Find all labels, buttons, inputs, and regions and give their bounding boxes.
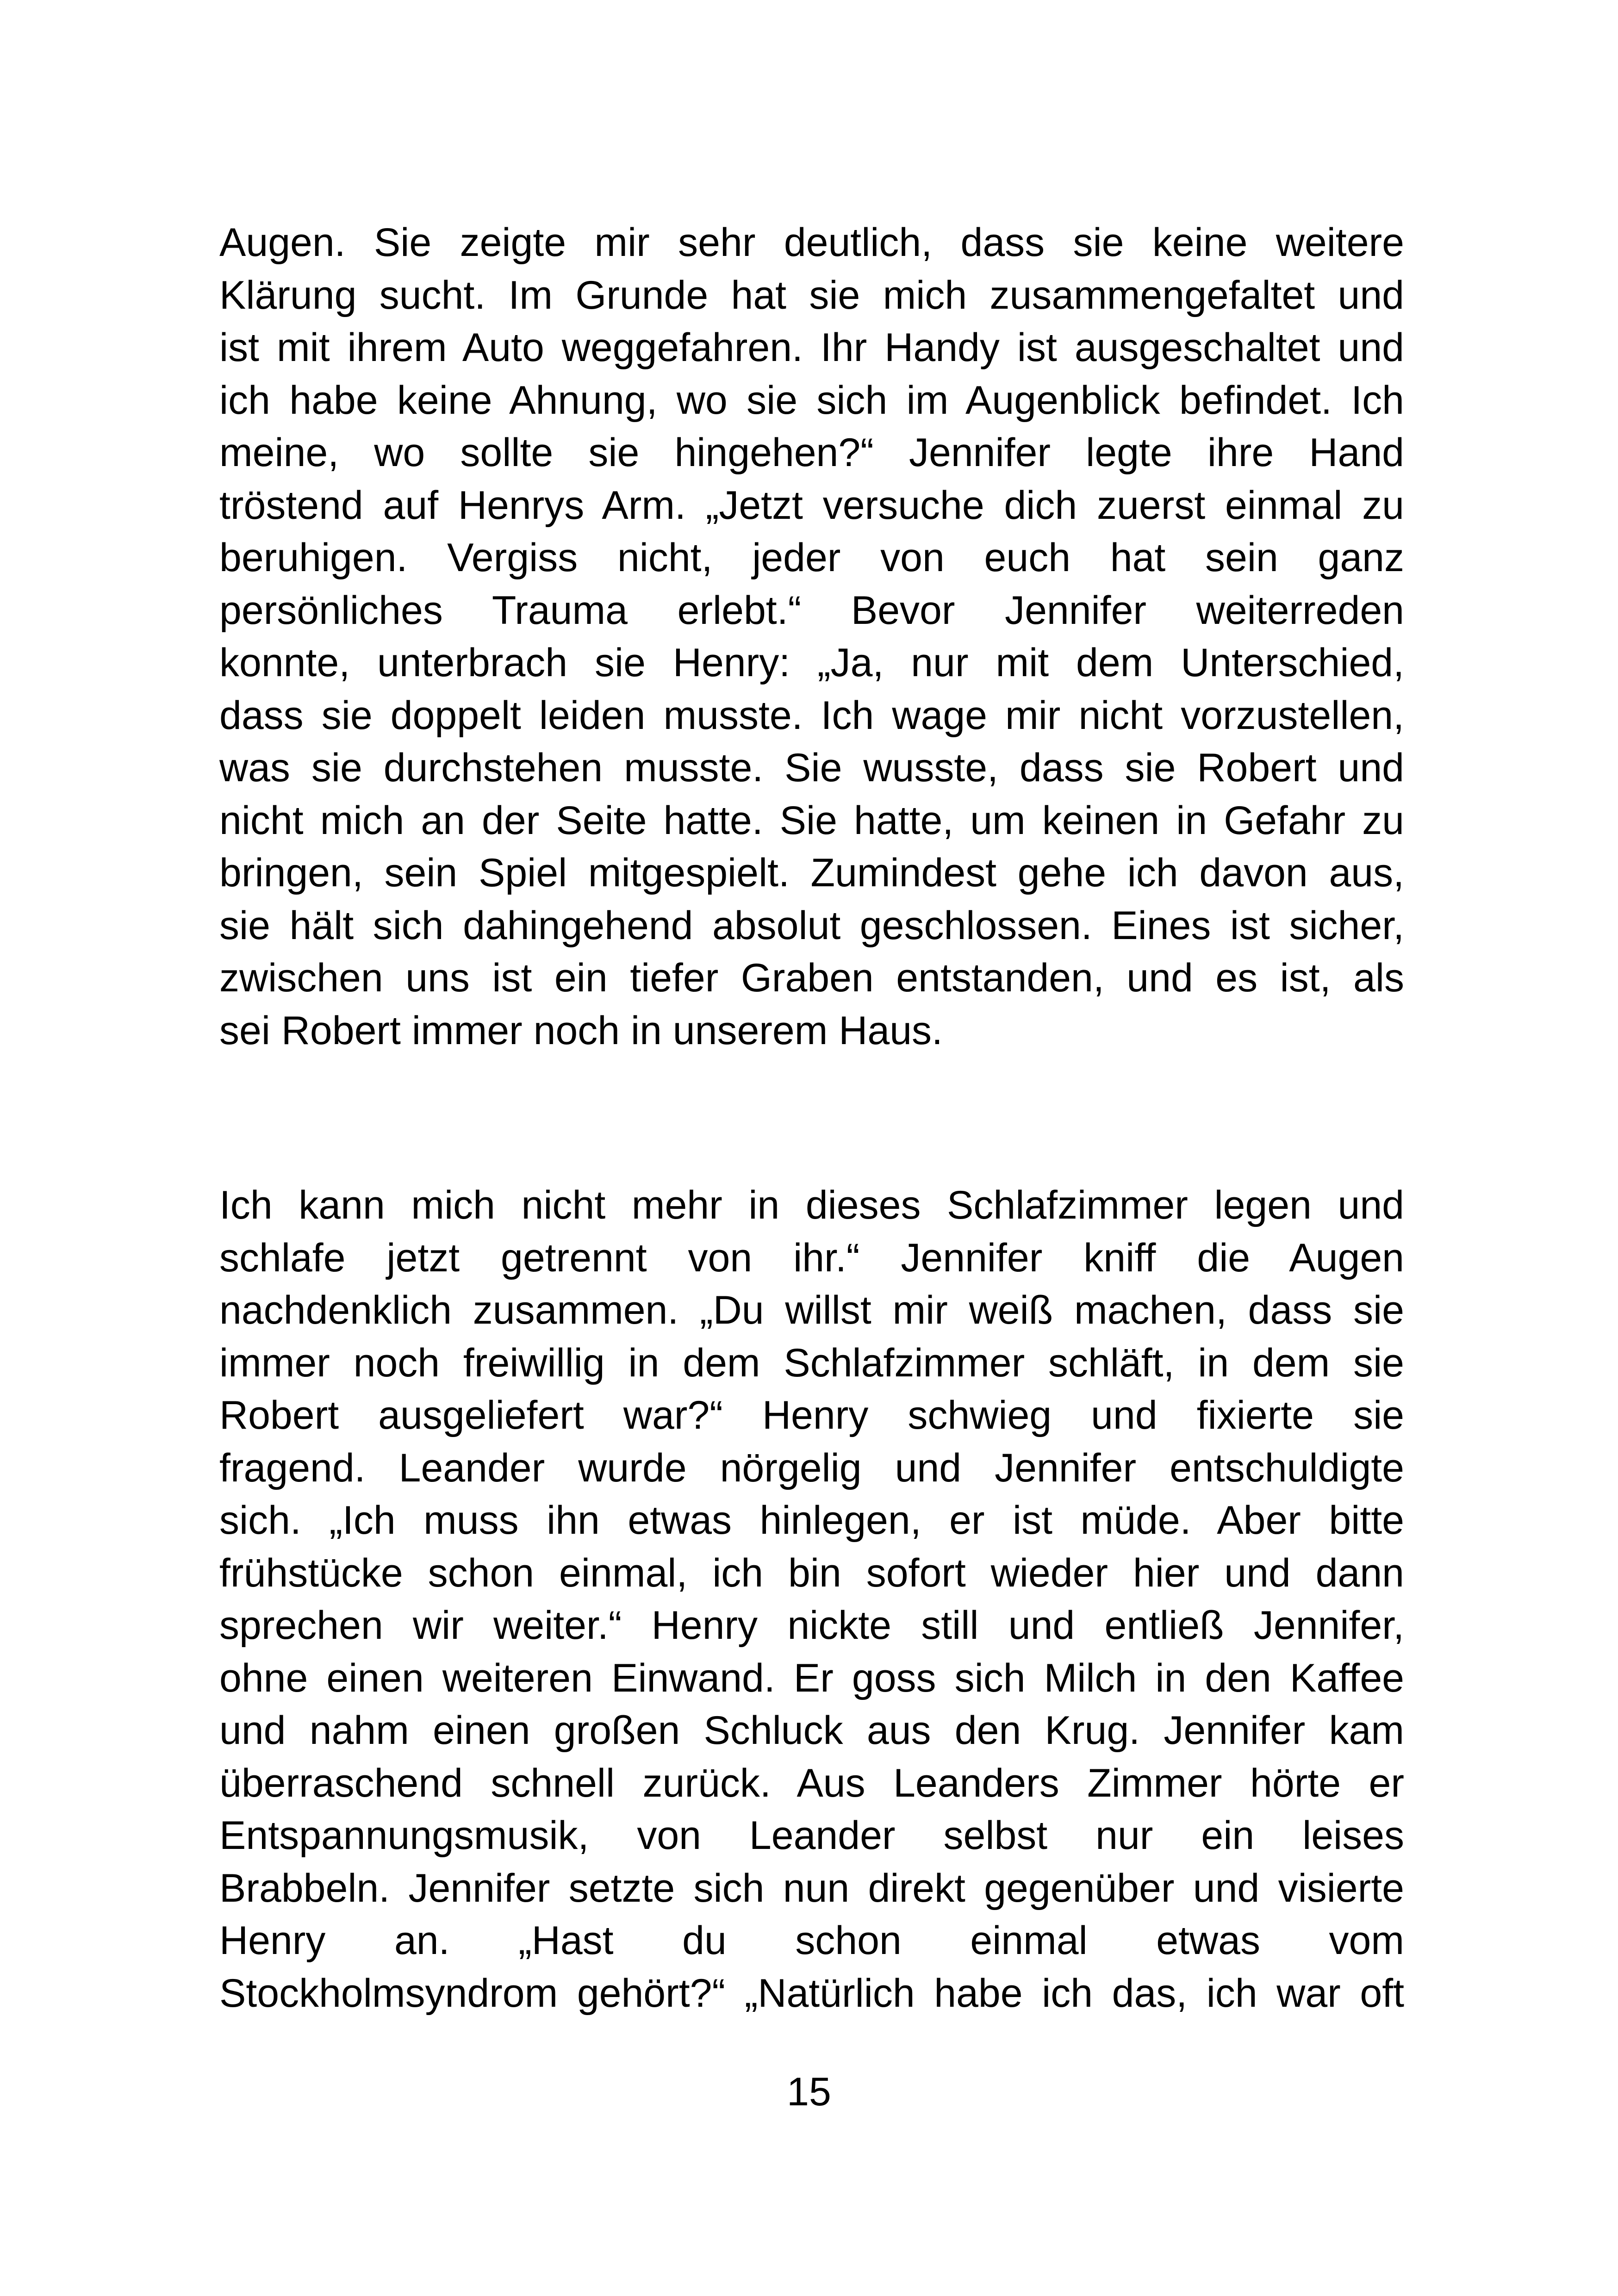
text-line: immer noch freiwillig in dem Schlafzimmer schläft, in dem sie <box>219 1340 1404 1385</box>
text-line: bringen, sein Spiel mitgespielt. Zumindest gehe ich davon aus, <box>219 851 1404 895</box>
text-line: ich habe keine Ahnung, wo sie sich im Augenblick befindet. Ich <box>219 378 1404 423</box>
text-line: beruhigen. Vergiss nicht, jeder von euch hat sein ganz <box>219 535 1404 580</box>
text-line: persönliches Trauma erlebt.“ Bevor Jennifer weiterreden <box>219 588 1404 633</box>
text-line: Augen. Sie zeigte mir sehr deutlich, dass sie keine weitere <box>219 220 1404 265</box>
text-line: nicht mich an der Seite hatte. Sie hatte, um keinen in Gefahr zu <box>219 798 1404 843</box>
text-line: frühstücke schon einmal, ich bin sofort wieder hier und dann <box>219 1550 1404 1595</box>
text-line: was sie durchstehen musste. Sie wusste, dass sie Robert und <box>219 746 1404 790</box>
text-line: sie hält sich dahingehend absolut geschlossen. Eines ist sicher, <box>219 903 1404 948</box>
text-line: ohne einen weiteren Einwand. Er goss sich Milch in den Kaffee <box>219 1655 1404 1700</box>
text-line: Stockholmsyndrom gehört?“ „Natürlich habe ich das, ich war oft <box>219 1971 1404 2016</box>
text-line: sich. „Ich muss ihn etwas hinlegen, er ist müde. Aber bitte <box>219 1498 1404 1543</box>
text-line: Klärung sucht. Im Grunde hat sie mich zusammengefaltet und <box>219 273 1404 317</box>
text-line: ist mit ihrem Auto weggefahren. Ihr Handy ist ausgeschaltet und <box>219 325 1404 370</box>
text-line: fragend. Leander wurde nörgelig und Jennifer entschuldigte <box>219 1445 1404 1490</box>
text-line: sei Robert immer noch in unserem Haus. <box>219 1008 943 1053</box>
text-line: tröstend auf Henrys Arm. „Jetzt versuche dich zuerst einmal zu <box>219 483 1404 528</box>
text-line: meine, wo sollte sie hingehen?“ Jennifer legte ihre Hand <box>219 430 1404 475</box>
text-line: Robert ausgeliefert war?“ Henry schwieg und fixierte sie <box>219 1393 1404 1437</box>
paragraph-2 <box>219 1179 1404 2020</box>
text-line: und nahm einen großen Schluck aus den Krug. Jennifer kam <box>219 1708 1404 1753</box>
text-line: Entspannungsmusik, von Leander selbst nur ein leises <box>219 1813 1404 1858</box>
text-line: Henry an. „Hast du schon einmal etwas vom <box>219 1918 1404 1963</box>
page-number: 15 <box>787 2070 831 2114</box>
text-line: nachdenklich zusammen. „Du willst mir weiß machen, dass sie <box>219 1288 1404 1332</box>
text-line: schlafe jetzt getrennt von ihr.“ Jennifer kniff die Augen <box>219 1235 1404 1280</box>
text-line: dass sie doppelt leiden musste. Ich wage mir nicht vorzustellen, <box>219 693 1404 738</box>
text-line: Brabbeln. Jennifer setzte sich nun direkt gegenüber und visierte <box>219 1866 1404 1910</box>
paragraph-1 <box>219 217 1404 1057</box>
text-line: konnte, unterbrach sie Henry: „Ja, nur mit dem Unterschied, <box>219 641 1404 685</box>
text-line: sprechen wir weiter.“ Henry nickte still und entließ Jennifer, <box>219 1603 1404 1648</box>
text-line: Ich kann mich nicht mehr in dieses Schlafzimmer legen und <box>219 1183 1404 1227</box>
text-line: überraschend schnell zurück. Aus Leanders Zimmer hörte er <box>219 1761 1404 1805</box>
text-line: zwischen uns ist ein tiefer Graben entstanden, und es ist, als <box>219 956 1404 1000</box>
